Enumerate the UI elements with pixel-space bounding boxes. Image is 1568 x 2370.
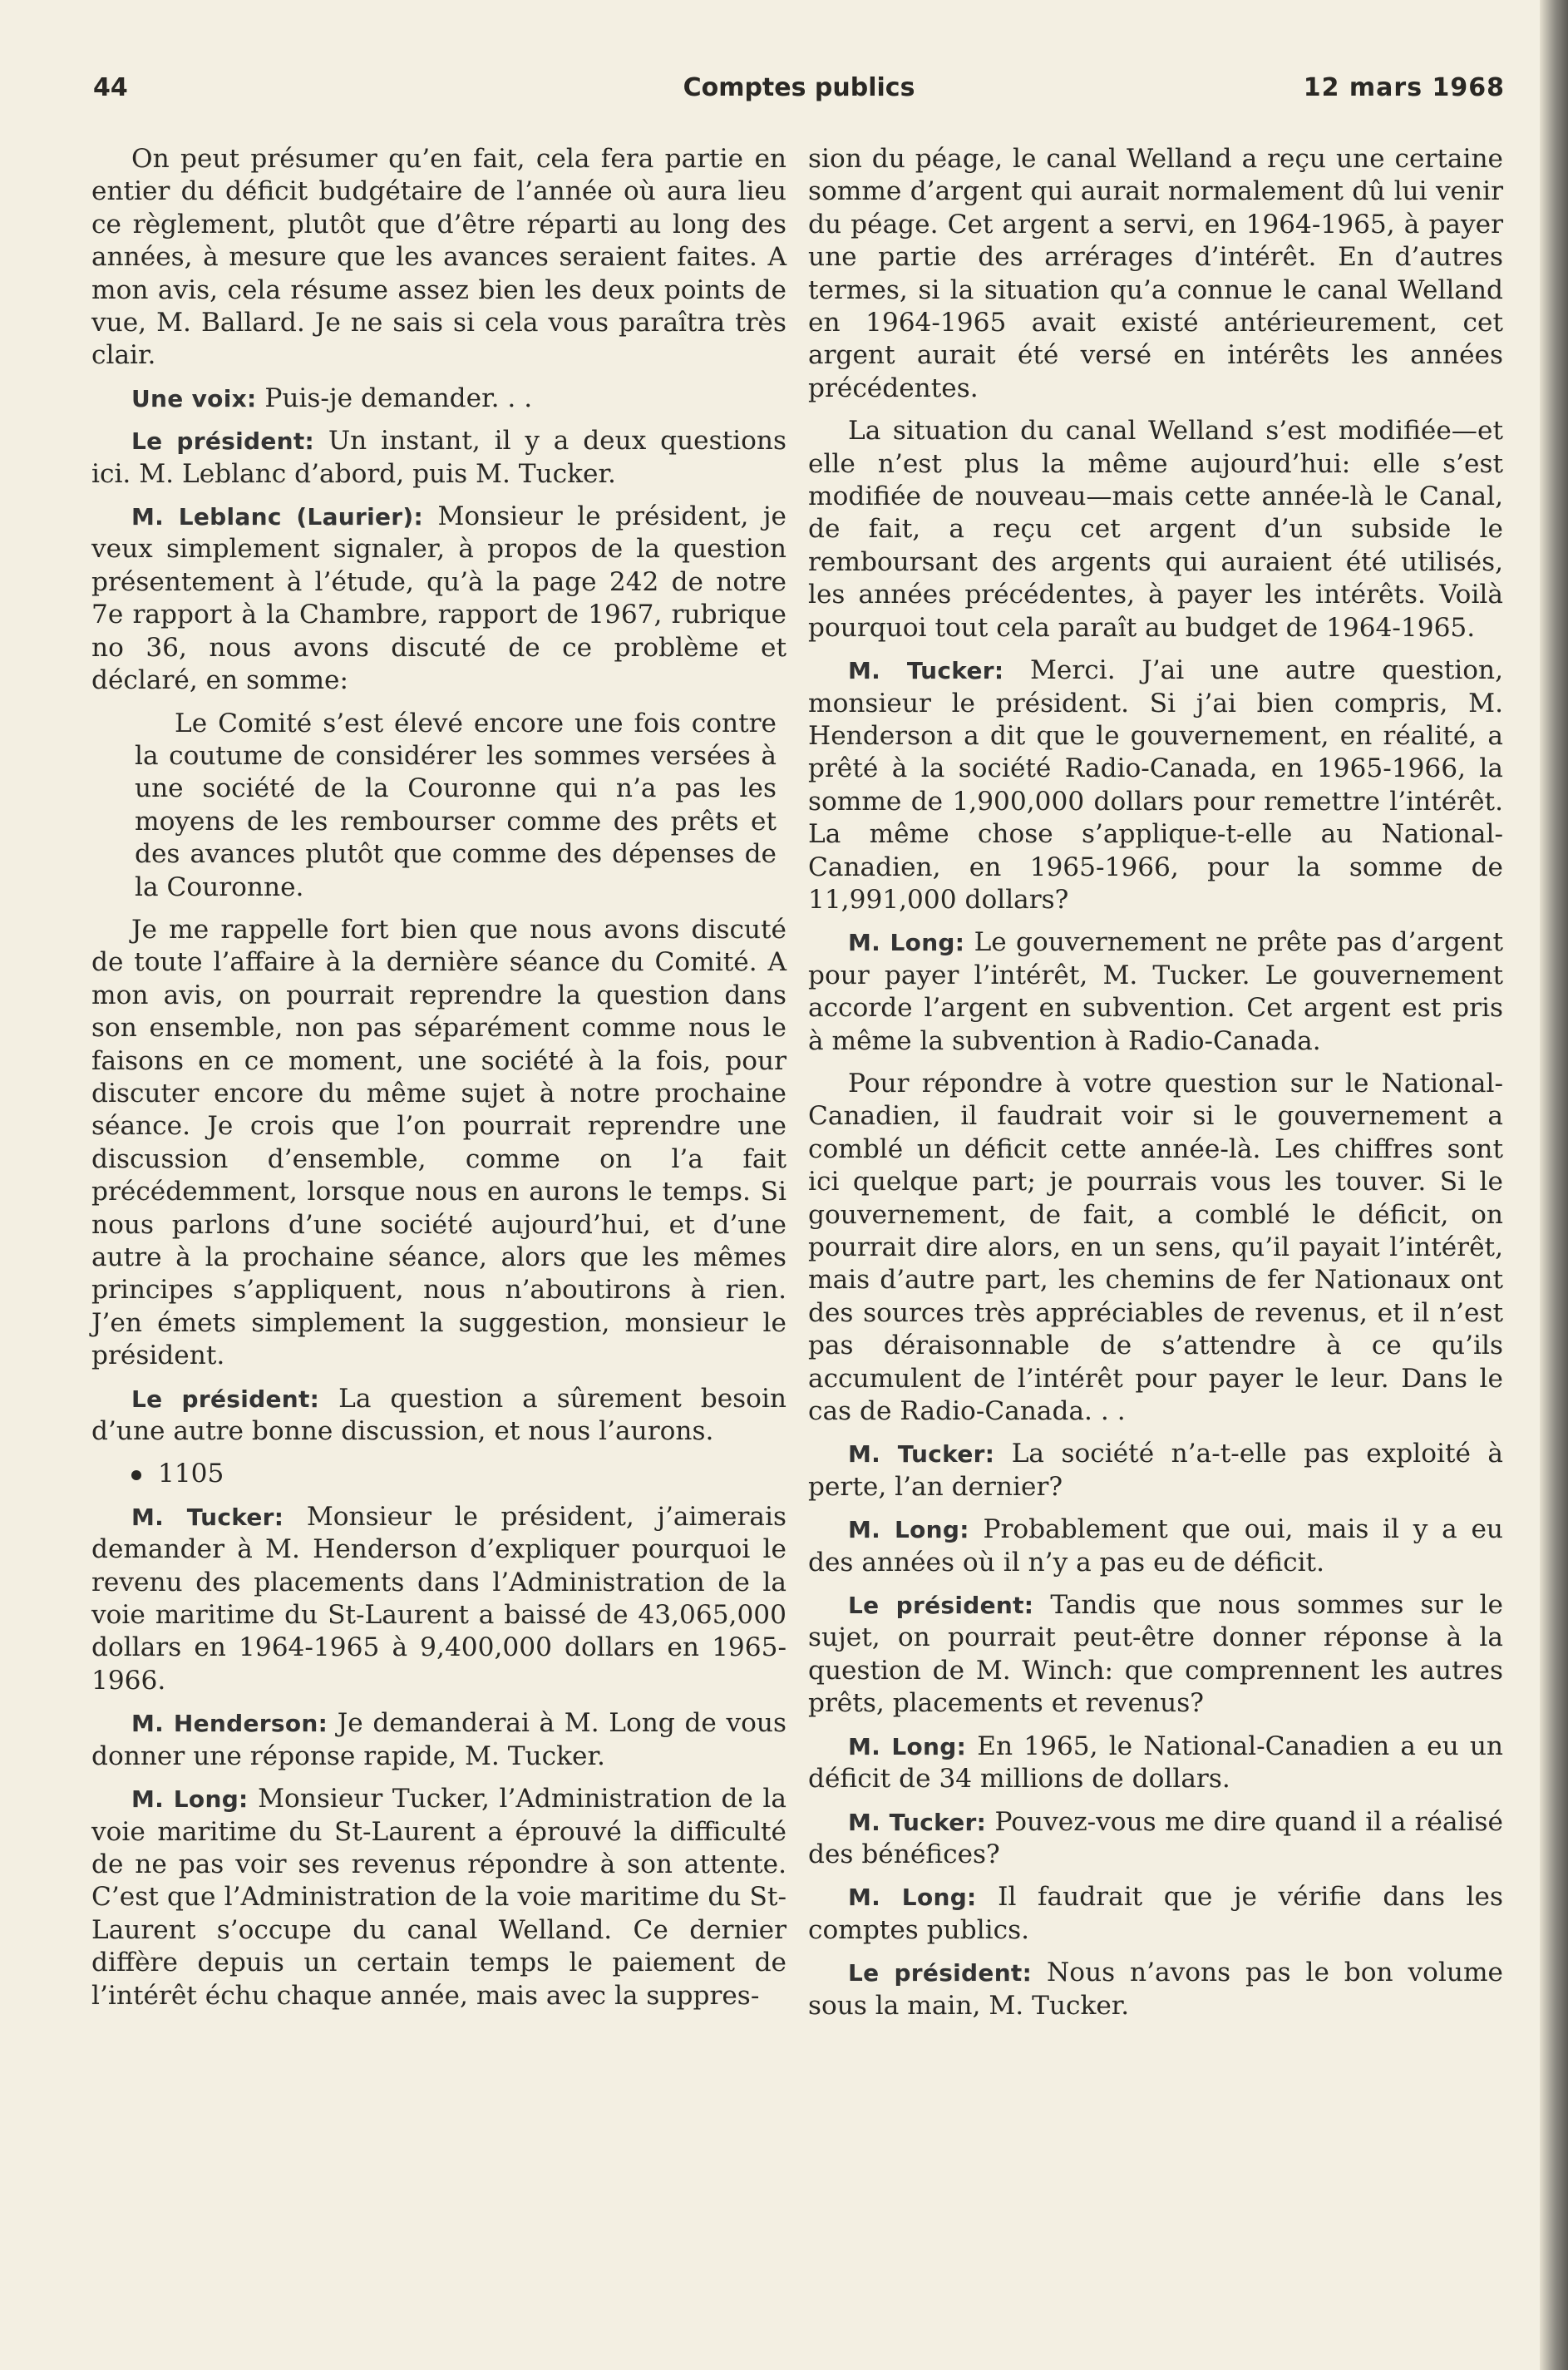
speaker-name: M. Tucker: bbox=[848, 1808, 987, 1836]
time-marker-value: 1105 bbox=[158, 1459, 224, 1489]
paragraph bbox=[808, 1731, 1503, 1796]
speech-text: Je demanderai à M. Long de vous donner une réponse rapide, M. Tucker. bbox=[91, 1708, 786, 1771]
speaker-name: M. Leblanc (Laurier): bbox=[131, 503, 424, 531]
speaker-name: M. Henderson: bbox=[131, 1710, 328, 1738]
speaker-name: Le président: bbox=[848, 1592, 1034, 1620]
running-title: Comptes publics bbox=[683, 73, 915, 102]
paragraph bbox=[91, 501, 786, 697]
speech-text: Monsieur le président, je veux simplement signaler, à propos de la question présentement à l’étude, qu’à la page 242 de notre 7e rapport à la Chambre, rapport de 1967, rubrique no 36, nous avons discuté de ce problème et déclaré, en somme: bbox=[91, 501, 786, 696]
speaker-name: M. Tucker: bbox=[848, 657, 1004, 685]
speaker-name: Le président: bbox=[131, 427, 315, 456]
speech-text: Tandis que nous sommes sur le sujet, on pourrait peut-être donner réponse à la question de M. Winch: que comprennent les autres prêts, placements et revenus? bbox=[808, 1590, 1503, 1719]
speech-text: Monsieur Tucker, l’Administration de la voie maritime du St-Laurent a éprouvé la difficulté de ne pas voir ses revenus répondre à son attente. C’est que l’Administration de la voie maritime du St-Laurent s’occupe du canal Welland. Ce dernier diffère depuis un certain temps le paiement de l’intérêt échu chaque année, mais avec la suppres- bbox=[91, 1784, 786, 2011]
paragraph bbox=[91, 1707, 786, 1773]
paragraph bbox=[91, 425, 786, 491]
left-column bbox=[91, 143, 786, 2022]
paragraph: La situation du canal Welland s’est modifiée—et elle n’est plus la même aujourd’hui: elle s’est modifiée de nouveau—mais cette année-là le Canal, de fait, a reçu cet argent d’un subside le remboursant des argents qui auraient été utilisés, les années précédentes, à payer les intérêts. Voilà pourquoi tout cela paraît au budget de 1964-1965. bbox=[808, 416, 1503, 643]
speech-text: Nous n’avons pas le bon volume sous la main, M. Tucker. bbox=[808, 1958, 1504, 2021]
paragraph bbox=[808, 1589, 1503, 1721]
paragraph bbox=[808, 1438, 1503, 1503]
paragraph: Je me rappelle fort bien que nous avons discuté de toute l’affaire à la dernière séance du Comité. A mon avis, on pourrait reprendre la question dans son ensemble, non pas séparément comme nous le faisons en ce moment, une société à la fois, pour discuter encore du même sujet à notre prochaine séance. Je crois que l’on pourrait reprendre une discussion d’ensemble, comme on l’a fait précédemment, lorsque nous en aurons le temps. Si nous parlons d’une société aujourd’hui, et d’une autre à la prochaine séance, alors que les mêmes principes s’appliquent, nous n’aboutirons à rien. J’en émets simplement la suggestion, monsieur le président. bbox=[91, 914, 786, 1371]
speaker-name: Le président: bbox=[848, 1959, 1033, 1987]
speaker-name: M. Long: bbox=[848, 1884, 977, 1912]
paragraph: Pour répondre à votre question sur le National-Canadien, il faudrait voir si le gouvernement a comblé un déficit cette année-là. Les chiffres sont ici quelque part; je pourrais vous les touver. Si le gouvernement, de fait, a comblé le déficit, on pourrait dire alors, en un sens, qu’il payait l’intérêt, mais d’autre part, les chemins de fer Nationaux ont des sources très appréciables de revenus, et il n’est pas déraisonnable de s’attendre à ce qu’ils accumulent de l’intérêt pour payer le leur. Dans le cas de Radio-Canada. . . bbox=[808, 1068, 1503, 1427]
speech-text: Monsieur le président, j’aimerais demander à M. Henderson d’expliquer pourquoi le revenu des placements dans l’Administration de la voie maritime du St-Laurent a baissé de 43,065,000 dollars en 1964-1965 à 9,400,000 dollars en 1965-1966. bbox=[91, 1501, 786, 1696]
paragraph bbox=[91, 383, 786, 415]
speech-text: Pouvez-vous me dire quand il a réalisé des bénéfices? bbox=[808, 1806, 1503, 1869]
paragraph: On peut présumer qu’en fait, cela fera partie en entier du déficit budgétaire de l’année où aura lieu ce règlement, plutôt que d’être réparti au long des années, à mesure que les avances seraient faites. A mon avis, cela résume assez bien les deux points de vue, M. Ballard. Je ne sais si cela vous paraîtra très clair. bbox=[91, 144, 786, 371]
paragraph bbox=[808, 926, 1503, 1058]
page-header bbox=[93, 73, 1505, 111]
speech-text: Probablement que oui, mais il y a eu des années où il n’y a pas eu de déficit. bbox=[808, 1514, 1503, 1578]
paragraph bbox=[808, 1957, 1503, 2022]
speech-text: Le gouvernement ne prête pas d’argent pour payer l’intérêt, M. Tucker. Le gouvernement accorde l’argent en subvention. Cet argent est pris à même la subvention à Radio-Canada. bbox=[808, 927, 1504, 1056]
speaker-name: Une voix: bbox=[131, 384, 257, 412]
speaker-name: M. Tucker: bbox=[848, 1440, 995, 1469]
bullet-icon bbox=[131, 1470, 141, 1480]
speaker-name: M. Long: bbox=[131, 1785, 249, 1814]
paragraph bbox=[91, 1383, 786, 1449]
speech-text: La société n’a-t-elle pas exploité à perte, l’an dernier? bbox=[808, 1439, 1503, 1502]
paragraph bbox=[808, 1806, 1503, 1872]
paragraph bbox=[808, 1513, 1503, 1579]
time-marker bbox=[91, 1458, 786, 1490]
speaker-name: Le président: bbox=[131, 1385, 320, 1413]
speaker-name: M. Long: bbox=[848, 929, 965, 957]
speech-text: Merci. J’ai une autre question, monsieur le président. Si j’ai bien compris, M. Henderson a dit que le gouvernement, en réalité, a prêté à la société Radio-Canada, en 1965-1966, la somme de 1,900,000 dollars pour remettre l’intérêt. La même chose s’applique-t-elle au National-Canadien, en 1965-1966, pour la somme de 11,991,000 dollars? bbox=[808, 655, 1503, 915]
page-edge-shadow bbox=[1540, 0, 1568, 2370]
paragraph bbox=[808, 1881, 1503, 1947]
speech-text: Puis-je demander. . . bbox=[256, 383, 533, 413]
speaker-name: M. Long: bbox=[848, 1732, 967, 1760]
speaker-name: M. Long: bbox=[848, 1516, 969, 1544]
header-date: 12 mars 1968 bbox=[1303, 73, 1505, 102]
speech-text: La question a sûrement besoin d’une autre bonne discussion, et nous l’aurons. bbox=[91, 1383, 787, 1447]
speech-text: En 1965, le National-Canadien a eu un déficit de 34 millions de dollars. bbox=[808, 1731, 1504, 1795]
speaker-name: M. Tucker: bbox=[131, 1503, 284, 1531]
paragraph bbox=[91, 1501, 786, 1697]
right-column bbox=[808, 143, 1503, 2032]
speech-text: Il faudrait que je vérifie dans les comptes publics. bbox=[808, 1882, 1503, 1945]
page-number: 44 bbox=[93, 73, 128, 102]
block-quote: Le Comité s’est élevé encore une fois contre la coutume de considérer les sommes versées à une société de la Couronne qui n’a pas les moyens de les rembourser comme des prêts et des avances plutôt que comme des dépenses de la Couronne. bbox=[135, 708, 777, 902]
paragraph bbox=[91, 1783, 786, 2012]
paragraph bbox=[808, 654, 1503, 916]
speech-text: Un instant, il y a deux questions ici. M. Leblanc d’abord, puis M. Tucker. bbox=[91, 426, 786, 489]
paragraph: sion du péage, le canal Welland a reçu une certaine somme d’argent qui aurait normalement dû lui venir du péage. Cet argent a servi, en 1964-1965, à payer une partie des arrérages d’intérêt. En d’autres termes, si la situation qu’a connue le canal Welland en 1964-1965 avait existé antérieurement, cet argent aurait été versé en intérêts les années précédentes. bbox=[808, 144, 1503, 403]
